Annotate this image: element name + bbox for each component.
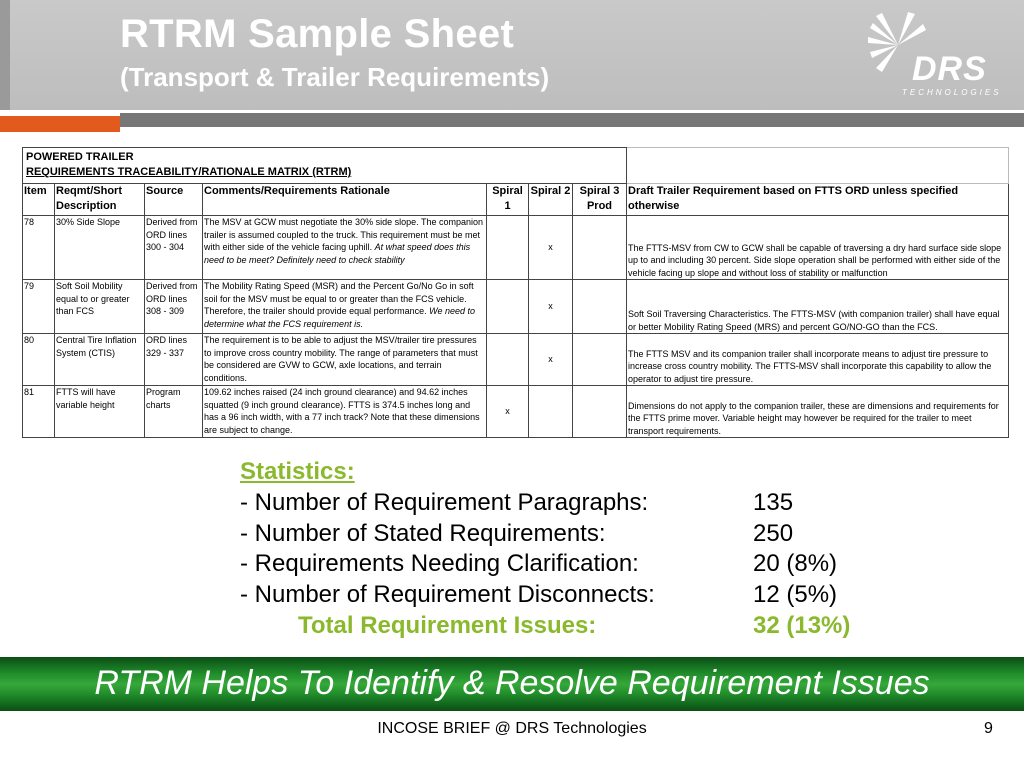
- cell-spiral2: x: [529, 216, 573, 280]
- cell-spiral3: [573, 386, 627, 438]
- cell-reqmt: Soft Soil Mobility equal to or greater than FCS: [55, 280, 145, 334]
- cell-spiral1: [487, 334, 529, 386]
- cell-comments: [203, 334, 487, 386]
- matrix-top-right-empty: [627, 148, 1009, 184]
- rtrm-matrix-table: [22, 147, 1009, 438]
- page-number: 9: [984, 720, 993, 737]
- table-row: [23, 216, 1009, 280]
- cell-draft: The FTTS MSV and its companion trailer shall incorporate means to adjust tire pressure to increase cross country mobility. The FTTS-MSV shall incorporate this capability to allow the operator to adjust tire pressure.: [627, 334, 1009, 386]
- col-header-spiral1: Spiral 1: [487, 184, 529, 216]
- cell-item: 79: [23, 280, 55, 334]
- cell-item: 81: [23, 386, 55, 438]
- cell-spiral3: [573, 280, 627, 334]
- stat-value: 250: [753, 520, 794, 547]
- col-header-draft: Draft Trailer Requirement based on FTTS ORD unless specified otherwise: [627, 184, 1009, 216]
- green-banner: [0, 657, 1024, 711]
- cell-item: 80: [23, 334, 55, 386]
- cell-source: ORD lines 329 - 337: [145, 334, 203, 386]
- logo-subtext: TECHNOLOGIES: [902, 88, 1002, 97]
- drs-logo: [868, 10, 1008, 100]
- cell-draft: Soft Soil Traversing Characteristics. The FTTS-MSV (with companion trailer) shall have equal or better Mobility Rating Speed (MRS) and percent GO/NO-GO than the FCS.: [627, 280, 1009, 334]
- stat-value: 135: [753, 489, 794, 516]
- comment-text: 109.62 inches raised (24 inch ground clearance) and 94.62 inches squatted (9 inch ground clearance). FTTS is 374.5 inches long and has a 96 inch width, with a 77 inch track? Note that these dimensions are subject to change.: [204, 387, 480, 435]
- stat-label: - Requirements Needing Clarification:: [240, 550, 639, 577]
- col-header-spiral2: Spiral 2: [529, 184, 573, 216]
- cell-spiral3: [573, 334, 627, 386]
- cell-reqmt: FTTS will have variable height: [55, 386, 145, 438]
- cell-item: 78: [23, 216, 55, 280]
- header-grey-stripe: [120, 113, 1024, 127]
- cell-spiral1: x: [487, 386, 529, 438]
- stat-label: - Number of Stated Requirements:: [240, 520, 606, 547]
- cell-draft: The FTTS-MSV from CW to GCW shall be capable of traversing a dry hard surface side slope up to and including 30 percent. Side slope operation shall be performed with either side of the vehicle facing up slope and without loss of stability or malfunction: [627, 216, 1009, 280]
- cell-source: Derived from ORD lines 300 - 304: [145, 216, 203, 280]
- header-left-accent: [0, 0, 10, 110]
- cell-spiral3: [573, 216, 627, 280]
- matrix-title-line2: REQUIREMENTS TRACEABILITY/RATIONALE MATRIX (RTRM): [26, 166, 352, 178]
- table-row: [23, 280, 1009, 334]
- cell-reqmt: Central Tire Inflation System (CTIS): [55, 334, 145, 386]
- footer-text: INCOSE BRIEF @ DRS Technologies: [377, 720, 647, 737]
- comment-text: The Mobility Rating Speed (MSR) and the Percent Go/No Go in soft soil for the MSV must be equal to or greater than the FCS vehicle. Therefore, the trailer should provide equal performance.: [204, 281, 474, 316]
- col-header-comments: Comments/Requirements Rationale: [203, 184, 487, 216]
- cell-reqmt: 30% Side Slope: [55, 216, 145, 280]
- cell-draft: Dimensions do not apply to the companion trailer, these are dimensions and requirements for the FTTS prime mover. Variable height may however be required for the trailer to meet transport requirements.: [627, 386, 1009, 438]
- comment-note: We need to determine what the FCS requirement is.: [204, 306, 476, 329]
- statistics-title: Statistics:: [240, 458, 355, 485]
- col-header-spiral3: Spiral 3 Prod: [573, 184, 627, 216]
- comment-text: The requirement is to be able to adjust the MSV/trailer tire pressures to improve cross country mobility. The range of parameters that must be considered are GVW to GCW, axle locations, and terrain conditions.: [204, 335, 478, 383]
- cell-spiral2: [529, 386, 573, 438]
- stat-label: - Number of Requirement Disconnects:: [240, 581, 655, 608]
- cell-comments: [203, 386, 487, 438]
- banner-text: RTRM Helps To Identify & Resolve Requirement Issues: [94, 664, 930, 702]
- cell-spiral2: x: [529, 280, 573, 334]
- matrix-title-cell: [23, 148, 627, 184]
- cell-spiral2: x: [529, 334, 573, 386]
- cell-source: Program charts: [145, 386, 203, 438]
- logo-wordmark: DRS: [912, 50, 987, 88]
- total-issues-value: 32 (13%): [753, 612, 851, 639]
- stat-value: 20 (8%): [753, 550, 838, 577]
- comment-note: At what speed does this need to be meet? Definitely need to check stability: [204, 242, 471, 265]
- stat-label: - Number of Requirement Paragraphs:: [240, 489, 649, 516]
- matrix-title-line1: POWERED TRAILER: [26, 151, 134, 163]
- header-orange-stripe: [0, 116, 120, 132]
- col-header-reqmt: Reqmt/Short Description: [55, 184, 145, 216]
- comment-text: The MSV at GCW must negotiate the 30% side slope. The companion trailer is assumed coupled to the truck. This requirement must be met with either side of the vehicle facing uphill.: [204, 217, 483, 252]
- cell-source: Derived from ORD lines 308 - 309: [145, 280, 203, 334]
- cell-comments: [203, 216, 487, 280]
- cell-comments: [203, 280, 487, 334]
- cell-spiral1: [487, 280, 529, 334]
- cell-spiral1: [487, 216, 529, 280]
- col-header-item: Item: [23, 184, 55, 216]
- total-issues-label: Total Requirement Issues:: [298, 612, 597, 639]
- slide-subtitle: (Transport & Trailer Requirements): [120, 62, 550, 92]
- col-header-source: Source: [145, 184, 203, 216]
- stat-value: 12 (5%): [753, 581, 838, 608]
- table-row: [23, 386, 1009, 438]
- table-row: [23, 334, 1009, 386]
- slide-title: RTRM Sample Sheet: [120, 12, 515, 56]
